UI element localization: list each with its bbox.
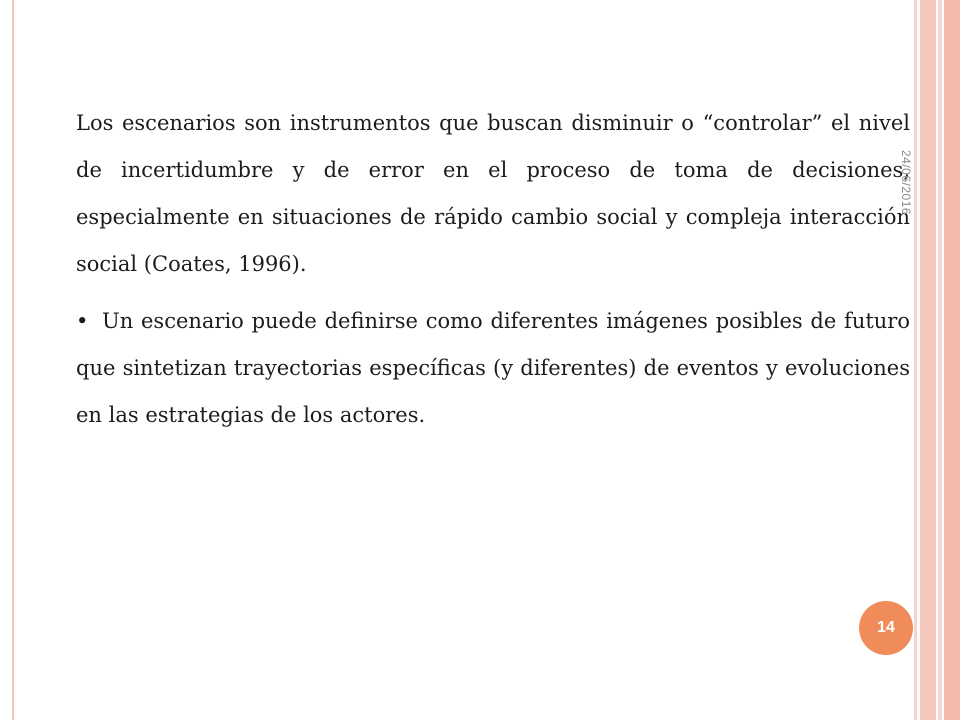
paragraph-escenario-images: Un escenario puede definirse como diferentes imágenes posibles de futuro que sintetizan trayectorias específicas (y diferentes) de eventos y evoluciones en las estrategias de los actores. (76, 309, 910, 427)
stripe-4 (944, 0, 960, 720)
stripe-3 (938, 0, 942, 720)
bullet-icon: • (76, 309, 89, 333)
stripe-2 (920, 0, 936, 720)
page-number-badge (859, 601, 913, 655)
page-number: 14 (877, 619, 895, 636)
slide-body (76, 100, 910, 439)
bullet-paragraph (76, 298, 910, 439)
left-border-line (12, 0, 14, 720)
right-decorative-stripes (914, 0, 960, 720)
paragraph-escenarios-definition: Los escenarios son instrumentos que buscan disminuir o “controlar” el nivel de incertidumbre y de error en el proceso de toma de decisiones, especialmente en situaciones de rápido cambio social y compleja interacción social (Coates, 1996). (76, 111, 910, 276)
stripe-1 (914, 0, 917, 720)
slide-date: 24/06/2016 (899, 150, 913, 216)
